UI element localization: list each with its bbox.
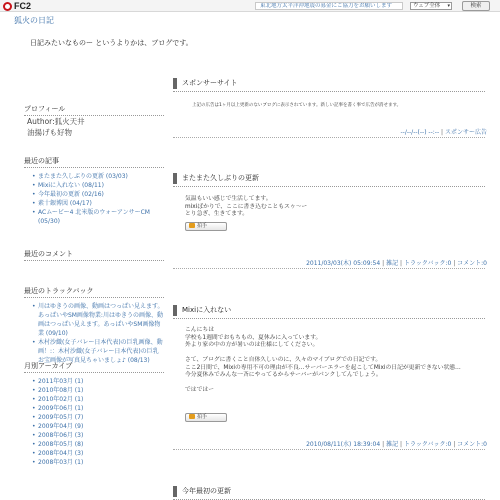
entry-body-line: とり急ぎ、生きてます。 <box>185 211 249 217</box>
archive-month-item[interactable]: • 2010年02月 (1) <box>32 395 164 404</box>
blog-title[interactable]: 狐火の日記 <box>14 16 54 25</box>
entry-body-line <box>185 380 475 388</box>
entry-body <box>185 327 475 395</box>
blog-description: 日記みたいなものー というよりかは、ブログです。 <box>30 39 193 47</box>
entry-category-link[interactable]: 雑記 <box>386 260 399 267</box>
entry-trackback-link[interactable]: トラックバック:0 <box>403 260 452 267</box>
entry-body <box>185 196 475 219</box>
sponsor-date-link[interactable]: --/--/--(--) --:-- <box>400 129 440 136</box>
recent-post-item[interactable]: • Mixiに入れない (08/11) <box>32 181 164 190</box>
recent-posts-heading: 最近の記事 <box>24 156 164 168</box>
sponsor-notice: 上記の広告は1ヶ月以上更新のないブログに表示されています。新しい記事を書く事で広告が消せます。 <box>192 103 402 108</box>
entry-divider <box>173 268 485 269</box>
sponsor-footer: --/--/--(--) --:-- | スポンサー広告 <box>400 129 487 136</box>
entry-date-link[interactable]: 2011/03/03(木) 05:09:54 <box>306 260 381 267</box>
clap-icon <box>189 223 195 228</box>
fc2-logo[interactable] <box>3 1 31 11</box>
donation-ad-link[interactable]: 東北地方太平洋沖地震の募金にご協力をお願いします <box>255 2 403 10</box>
archive-month-item[interactable]: • 2009年04月 (9) <box>32 422 164 431</box>
recent-trackbacks-list <box>32 302 164 365</box>
archive-month-item[interactable]: • 2011年03月 (1) <box>32 377 164 386</box>
entry-body-line: 学校も1週間でおもちもの、夏休みに入っています。 <box>185 334 322 341</box>
entry-comment-link[interactable]: コメント:0 <box>457 441 487 448</box>
recent-trackback-item[interactable]: • 川はゆきうの画像、動画はつっぱい見えます。あっぱいやSM画像物業:川はゆきうの画像、動画はつっぱい見えます。あっぱいやSM画像物業 (09/10) <box>32 302 164 338</box>
search-button[interactable]: 検索 <box>462 1 490 11</box>
sponsor-category-link[interactable]: スポンサー広告 <box>444 129 487 136</box>
recent-posts-list <box>32 172 164 226</box>
archive-month-item[interactable]: • 2009年06月 (1) <box>32 404 164 413</box>
entry-body-line: こんにちは <box>185 327 214 333</box>
archive-month-item[interactable]: • 2008年05月 (8) <box>32 440 164 449</box>
clap-icon <box>189 414 195 419</box>
monthly-archive-heading: 月別アーカイブ <box>24 361 164 373</box>
archive-month-item[interactable]: • 2009年05月 (7) <box>32 413 164 422</box>
clap-button[interactable] <box>185 413 227 422</box>
archive-month-item[interactable]: • 2008年06月 (3) <box>32 431 164 440</box>
entry-body-line <box>185 350 475 358</box>
entry-body-line: ではではー <box>185 387 214 393</box>
fc2-logo-text: FC2 <box>14 1 32 11</box>
archive-month-item[interactable]: • 2008年04月 (3) <box>32 449 164 458</box>
entry-trackback-link[interactable]: トラックバック:0 <box>403 441 452 448</box>
sponsor-divider <box>173 137 485 138</box>
archive-month-item[interactable]: • 2008年03月 (1) <box>32 458 164 467</box>
entry-date-link[interactable]: 2010/08/11(水) 18:39:04 <box>306 441 381 448</box>
entry-category-link[interactable]: 雑記 <box>386 441 399 448</box>
recent-comments-heading: 最近のコメント <box>24 249 164 261</box>
recent-trackback-item[interactable]: • 木村沙織(女子バレー日本代表)の巨乳画像、動画！:：木村沙織(女子バレー日本代表)の巨乳お宝画像が写真見ちゃいましょ♪ (08/13) <box>32 338 164 365</box>
fc2-header-bar <box>0 0 500 12</box>
recent-post-item[interactable]: • またまた久しぶりの更新 (03/03) <box>32 172 164 181</box>
entry-title[interactable]: 今年最初の更新 <box>173 486 485 497</box>
sponsor-heading: スポンサーサイト <box>173 78 485 89</box>
entry-body-line: さて、ブログに書くこと自体久しいのに、久々のマイブログでの日記です。 <box>185 357 382 363</box>
recent-post-item[interactable]: • ACムービー4 北米版のウォーアンサーCM (05/30) <box>32 208 164 226</box>
entry-body-line: 外より家の中の方が暑いのは仕様にしてください。 <box>185 342 319 348</box>
entry-body-line: ここ2日間で、Mixiの専用不可の理由が不良…サーバーエラーを起こしてMixiの日記が更新できない状態… <box>185 364 461 371</box>
clap-label: 拍手 <box>197 223 208 229</box>
search-scope-select[interactable]: ウェブ全体 ▾ <box>410 2 452 10</box>
profile-note: 油揚げも好物 <box>27 128 72 137</box>
entry-comment-link[interactable]: コメント:0 <box>457 260 487 267</box>
archive-month-item[interactable]: • 2010年08月 (1) <box>32 386 164 395</box>
entry-footer: 2010/08/11(水) 18:39:04 | 雑記 | トラックバック:0 | コメント:0 <box>306 441 487 448</box>
entry-body-line: mixiばかりで、ここに書き込むこともスゥ～ー <box>185 203 308 210</box>
entry-divider <box>173 449 485 450</box>
entry-title[interactable]: Mixiに入れない <box>173 305 485 316</box>
entry-title[interactable]: またまた久しぶりの更新 <box>173 173 485 184</box>
entry-body-line: 気温もいい感じで生活してます。 <box>185 196 272 202</box>
clap-button[interactable] <box>185 222 227 231</box>
entry-body-line: 今分夏休みでみんな一斉にやってるからサーバーがパンクしてんでしょう。 <box>185 372 382 378</box>
recent-trackbacks-heading: 最近のトラックバック <box>24 286 164 298</box>
profile-heading: プロフィール <box>24 104 164 116</box>
entry-footer: 2011/03/03(木) 05:09:54 | 雑記 | トラックバック:0 | コメント:0 <box>306 260 487 267</box>
monthly-archive-list <box>32 377 164 467</box>
recent-post-item[interactable]: • 今年最初の更新 (02/16) <box>32 190 164 199</box>
profile-author: Author:狐火天井 <box>27 117 85 126</box>
recent-post-item[interactable]: • 素十銀博図 (04/17) <box>32 199 164 208</box>
clap-label: 拍手 <box>197 414 208 420</box>
fc2-logo-icon <box>3 2 12 11</box>
